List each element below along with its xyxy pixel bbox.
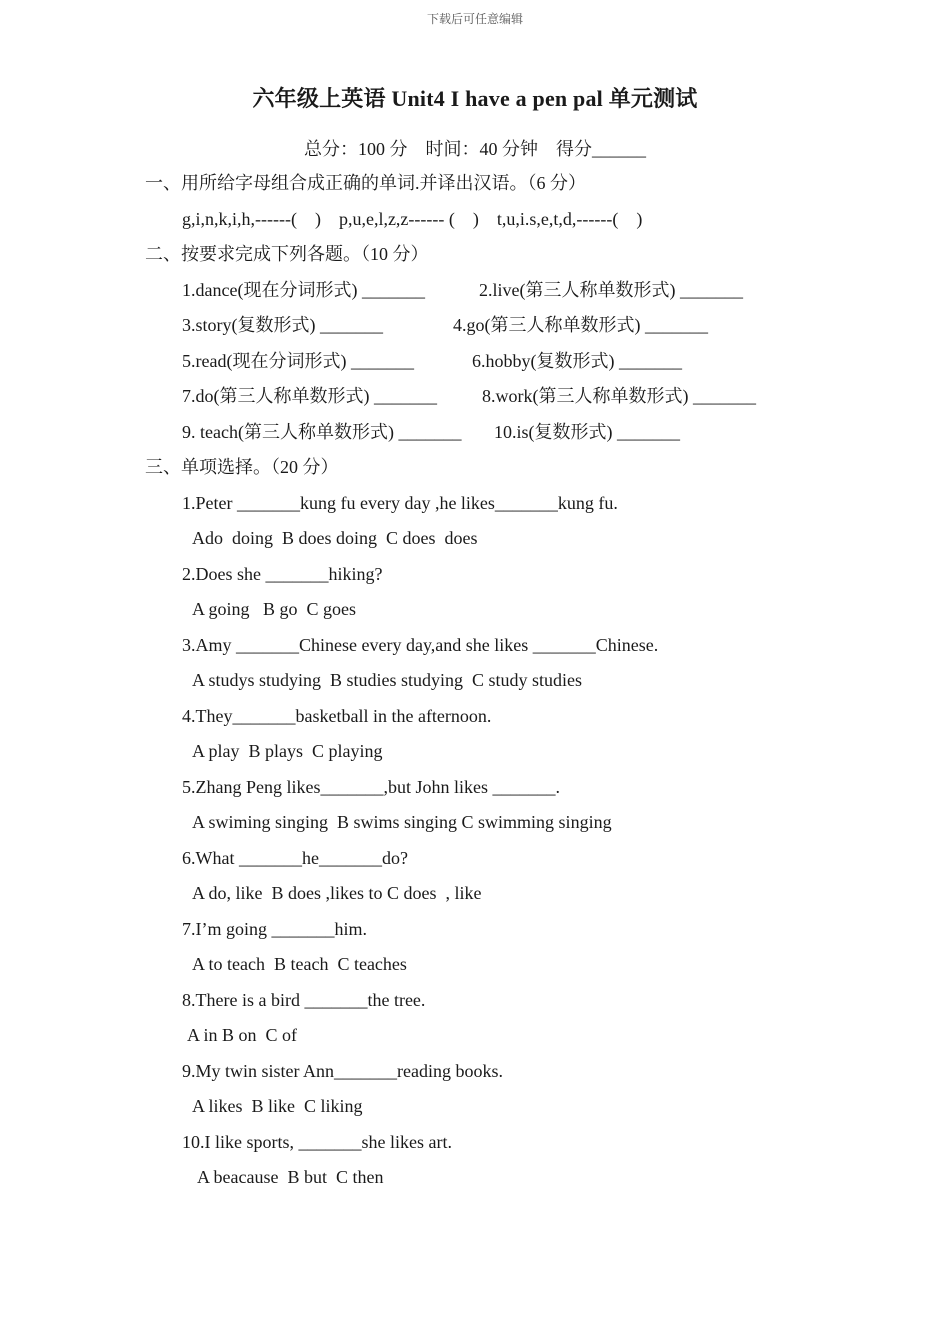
section1-letters-line: g,i,n,k,i,h,------( ) p,u,e,l,z,z------ ( ) t,u,i.s,e,t,d,------( ) [182, 209, 643, 229]
question-text: 10.I like sports, _______she likes art. [182, 1132, 452, 1152]
section2-item: 9. teach(第三人称单数形式) _______ [182, 422, 462, 442]
section2-item: 7.do(第三人称单数形式) _______ [182, 386, 437, 406]
section2-item: 2.live(第三人称单数形式) _______ [479, 280, 743, 300]
question-options: A likes B like C liking [192, 1096, 363, 1116]
score-info: 总分：100 分 时间：40 分钟 得分______ [304, 139, 646, 159]
section2-heading: 二、按要求完成下列各题。（10 分） [145, 244, 429, 264]
question-text: 7.I’m going _______him. [182, 919, 367, 939]
header-note: 下载后可任意编辑 [426, 12, 523, 26]
question-text: 4.They_______basketball in the afternoon. [182, 706, 492, 726]
question-text: 6.What _______he_______do? [182, 848, 408, 868]
question-text: 5.Zhang Peng likes_______,but John likes _______. [182, 777, 560, 797]
question-text: 2.Does she _______hiking? [182, 564, 383, 584]
section2-item: 1.dance(现在分词形式) _______ [182, 280, 425, 300]
question-text: 9.My twin sister Ann_______reading books. [182, 1061, 503, 1081]
section2-item: 10.is(复数形式) _______ [494, 422, 680, 442]
section2-item: 6.hobby(复数形式) _______ [472, 351, 682, 371]
section2-item: 8.work(第三人称单数形式) _______ [482, 386, 756, 406]
question-text: 1.Peter _______kung fu every day ,he likes_______kung fu. [182, 493, 618, 513]
question-text: 8.There is a bird _______the tree. [182, 990, 426, 1010]
question-options: A in B on C of [187, 1025, 298, 1045]
question-text: 3.Amy _______Chinese every day,and she likes _______Chinese. [182, 635, 659, 655]
question-options: A swiming singing B swims singing C swimming singing [192, 812, 612, 832]
question-options: A to teach B teach C teaches [192, 954, 407, 974]
section3-heading: 三、单项选择。（20 分） [145, 457, 339, 477]
section2-item: 3.story(复数形式) _______ [182, 315, 383, 335]
section1-heading: 一、用所给字母组合成正确的单词.并译出汉语。（6 分） [145, 173, 586, 193]
question-options: A do, like B does ,likes to C does , like [192, 883, 482, 903]
question-options: A going B go C goes [192, 599, 357, 619]
question-options: A play B plays C playing [192, 741, 383, 761]
section2-item: 4.go(第三人称单数形式) _______ [453, 315, 708, 335]
question-options: Ado doing B does doing C does does [192, 528, 478, 548]
section2-item: 5.read(现在分词形式) _______ [182, 351, 414, 371]
question-options: A beacause B but C then [197, 1167, 384, 1187]
question-options: A studys studying B studies studying C study studies [192, 670, 583, 690]
page-title: 六年级上英语 Unit4 I have a pen pal 单元测试 [252, 86, 698, 111]
